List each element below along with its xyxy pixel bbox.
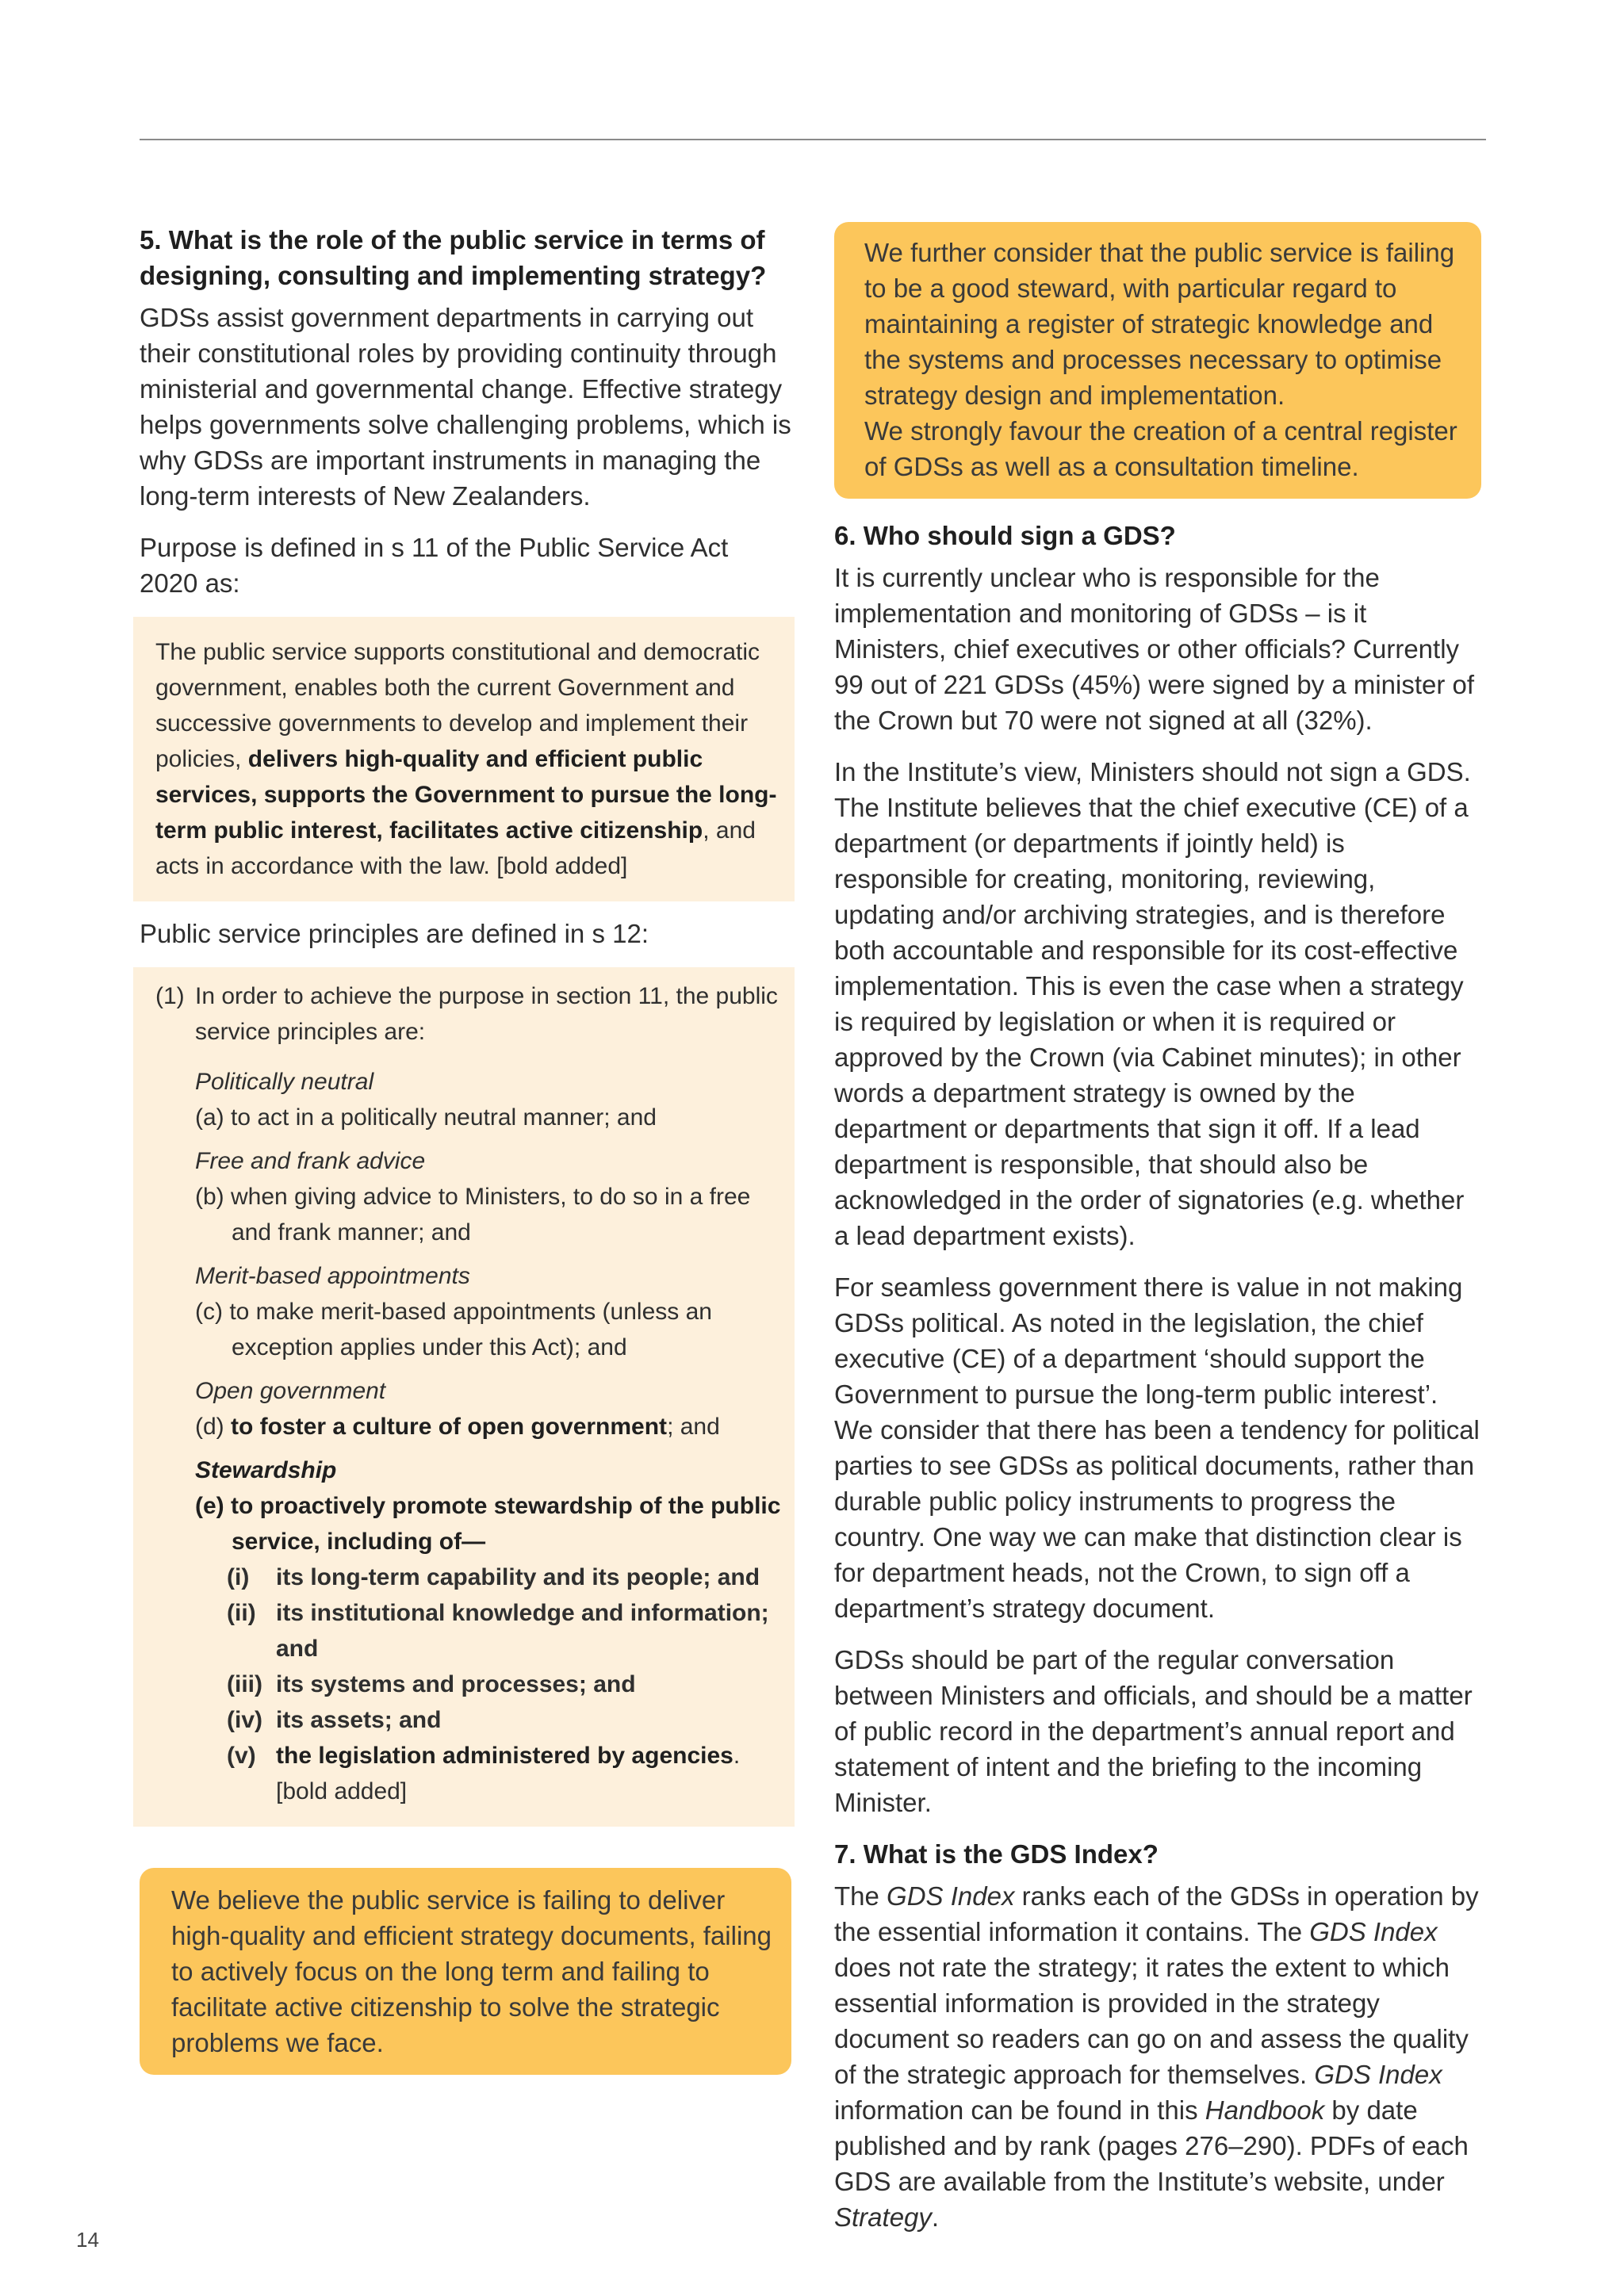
principle-title: Stewardship [195,1457,337,1483]
paragraph: In the Institute’s view, Ministers should not sign a GDS. The Institute believes that the chief executive (CE) of a department (or departments if jointly held) is responsible for creating, monitoring, reviewing, updating and/or archiving strategies, and is therefore both accountable and responsible for its cost-effective implementation. This is even the case when a strategy is required by legislation or when it is required or approved by the Crown (via Cabinet minutes); in other words a department strategy is owned by the department or departments that sign it off. If a lead department is responsible, that should also be acknowledged in the order of signatories (e.g. whether a lead department exists). [834,757,1471,1250]
callout-box: We believe the public service is failing to deliver high-quality and efficient strategy documents, failing to actively focus on the long term and failing to facilitate active citizenship to solve the strategic problems we face. [140,1868,791,2075]
paragraph: The GDS Index ranks each of the GDSs in operation by the essential information it contains. The GDS Index does not rate the strategy; it rates the extent to which essential information is provided in the strategy document so readers can go on and assess the quality of the strategic approach for themselves. GDS Index information can be found in this Handbook by date published and by rank (pages 276–290). PDFs of each GDS are available from the Institute’s website, under Strategy. [834,1881,1479,2232]
paragraph: GDSs should be part of the regular conversation between Ministers and officials, and should be a matter of public record in the department’s annual report and statement of intent and the briefing to the incoming Minister. [834,1645,1473,1817]
principle-text: (c) to make merit-based appointments (unless an exception applies under this Act); and [195,1299,712,1360]
stewardship-sublist [195,1559,795,1809]
callout-text: We strongly favour the creation of a central register of GDSs as well as a consultation timeline. [864,416,1457,481]
principles-intro: (1) In order to achieve the purpose in section 11, the public service principles are: [155,983,778,1045]
top-divider [140,139,1486,140]
principle-text: (d) to foster a culture of open government; and [195,1414,720,1440]
paragraph: Purpose is defined in s 11 of the Public Service Act 2020 as: [140,533,729,598]
principles-quote [133,967,795,1827]
sublist-item: (iii) its systems and processes; and [227,1671,636,1697]
paragraph: For seamless government there is value in not making GDSs political. As noted in the legislation, the chief executive (CE) of a department ‘should support the Government to pursue the long-term public interest’. We consider that there has been a tendency for political parties to see GDSs as political documents, rather than durable public policy instruments to progress the country. One way we can make that distinction clear is for department heads, not the Crown, to sign off a department’s strategy document. [834,1272,1480,1623]
right-column [834,222,1481,2251]
callout-text: We further consider that the public service is failing to be a good steward, with particular regard to maintaining a register of strategic knowledge and the systems and processes necessary to optimise strategy design and implementation. [864,238,1455,410]
principle-text: (a) to act in a politically neutral manner; and [195,1104,657,1131]
principle-text: (b) when giving advice to Ministers, to do so in a free and frank manner; and [195,1184,751,1246]
principle-title: Free and frank advice [195,1148,426,1174]
paragraph: It is currently unclear who is responsible for the implementation and monitoring of GDSs – is it Ministers, chief executives or other officials? Currently 99 out of 221 GDSs (45%) were signed by a minister of the Crown but 70 were not signed at all (32%). [834,563,1475,735]
principle-text: (e) to proactively promote stewardship of the public service, including of— [195,1493,781,1555]
paragraph: GDSs assist government departments in carrying out their constitutional roles by providing continuity through ministerial and governmental change. Effective strategy helps governments solve challenging problems, which is why GDSs are important instruments in managing the long-term interests of New Zealanders. [140,303,791,511]
left-column [140,222,791,2075]
paragraph: Public service principles are defined in s 12: [140,919,649,948]
sublist-item: (iv) its assets; and [227,1707,442,1733]
section-6-heading: 6. Who should sign a GDS? [834,521,1176,550]
section-7-heading: 7. What is the GDS Index? [834,1839,1159,1869]
purpose-quote [133,617,795,901]
principle-title: Open government [195,1378,386,1404]
sublist-item: (i) its long-term capability and its people; and [227,1564,760,1590]
principle-title: Politically neutral [195,1069,374,1095]
principle-title: Merit-based appointments [195,1263,470,1289]
sublist-item: (v) the legislation administered by agencies. [bold added] [227,1743,741,1804]
callout-box [834,222,1481,499]
sublist-item: (ii) its institutional knowledge and information; and [227,1600,769,1662]
principles-list [155,1064,795,1809]
purpose-quote-text: The public service supports constitutional and democratic government, enables both the current Government and successive governments to develop and implement their policies, delivers high-quality and efficient public services, supports the Government to pursue the long-term public interest, facilitates active citizenship, and acts in accordance with the law. [bold added] [155,639,777,879]
page-number: 14 [76,2228,99,2252]
section-5-heading: 5. What is the role of the public service in terms of designing, consulting and implementing strategy? [140,225,767,290]
